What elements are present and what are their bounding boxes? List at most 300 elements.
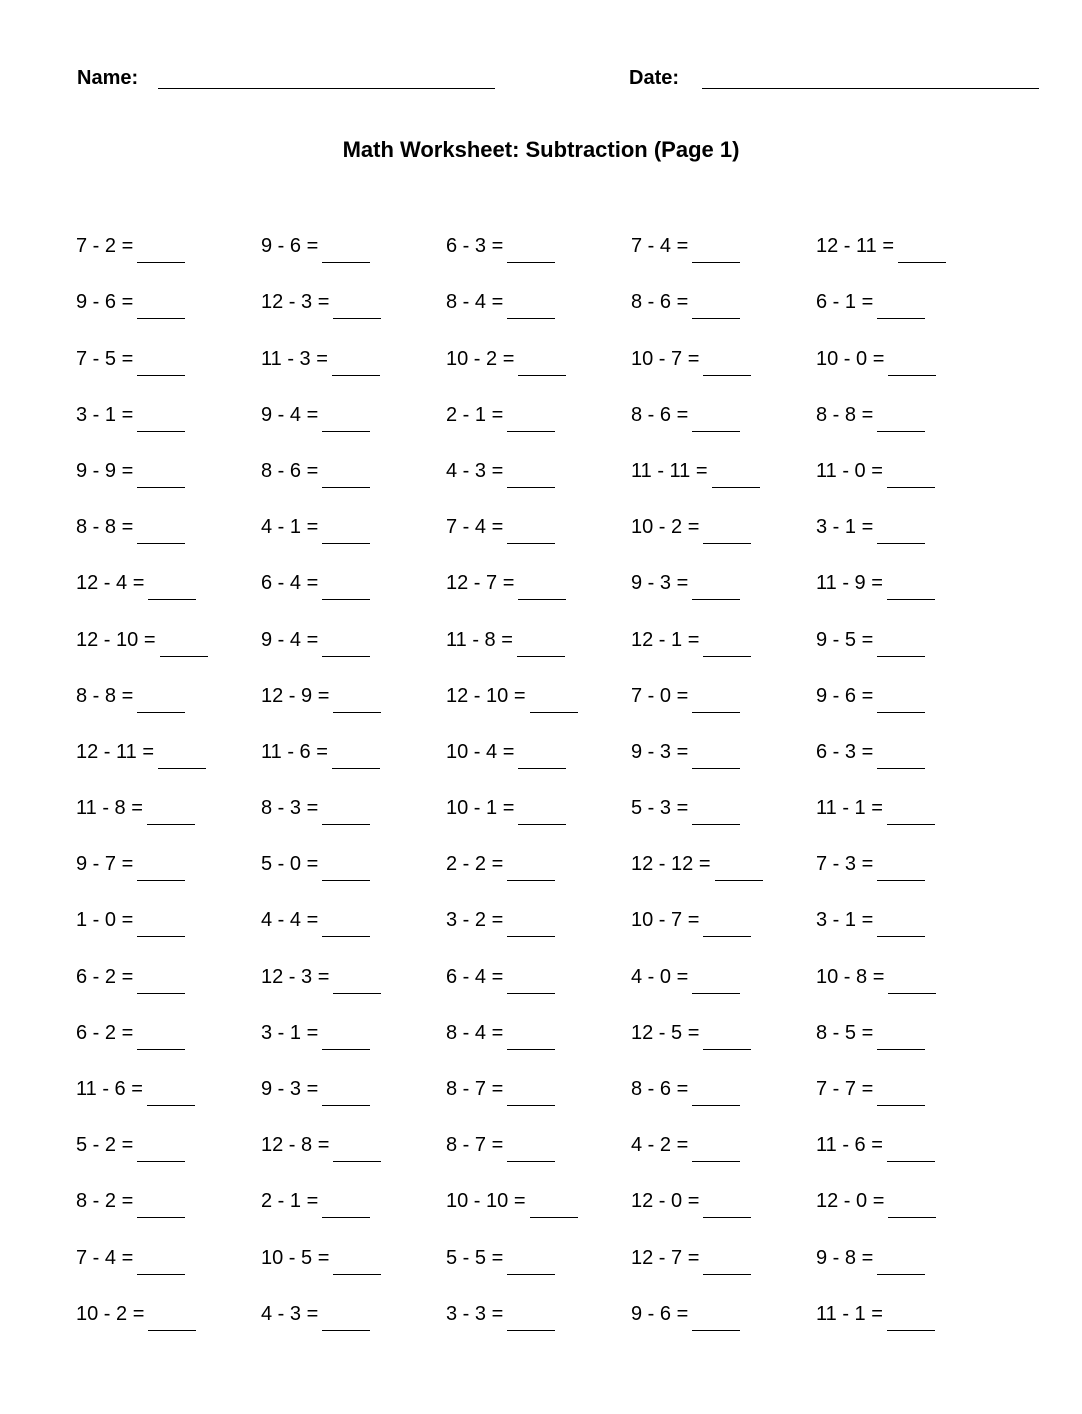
problem-grid xyxy=(76,207,1016,1325)
answer-blank[interactable] xyxy=(137,1250,185,1275)
problem-item xyxy=(261,994,446,1050)
problem-text: 12 - 1 = xyxy=(631,628,700,651)
problem-text: 12 - 3 = xyxy=(261,291,330,314)
problem-text: 10 - 2 = xyxy=(446,347,515,370)
problem-item xyxy=(261,376,446,432)
problem-text: 11 - 6 = xyxy=(816,1134,883,1157)
problem-text: 6 - 2 = xyxy=(76,965,134,988)
answer-blank[interactable] xyxy=(703,519,751,544)
problem-item xyxy=(261,488,446,544)
date-field[interactable] xyxy=(702,88,1039,89)
problem-item xyxy=(631,432,816,488)
problem-text: 3 - 1 = xyxy=(816,516,874,539)
problem-text: 4 - 1 = xyxy=(261,516,319,539)
answer-blank[interactable] xyxy=(507,294,555,319)
problem-text: 6 - 4 = xyxy=(446,965,504,988)
answer-blank[interactable] xyxy=(507,1025,555,1050)
problem-item xyxy=(76,263,261,319)
answer-blank[interactable] xyxy=(692,688,740,713)
problem-item xyxy=(631,600,816,656)
problem-item xyxy=(631,263,816,319)
problem-item xyxy=(261,1275,446,1331)
answer-blank[interactable] xyxy=(692,294,740,319)
problem-text: 9 - 4 = xyxy=(261,628,319,651)
problem-item xyxy=(816,376,1001,432)
problem-item xyxy=(261,263,446,319)
problem-item xyxy=(76,1218,261,1274)
problem-text: 11 - 1 = xyxy=(816,1302,883,1325)
answer-blank[interactable] xyxy=(877,912,925,937)
answer-blank[interactable] xyxy=(507,407,555,432)
answer-blank[interactable] xyxy=(692,800,740,825)
problem-item xyxy=(631,544,816,600)
problem-text: 9 - 5 = xyxy=(816,628,874,651)
problem-text: 9 - 4 = xyxy=(261,403,319,426)
answer-blank[interactable] xyxy=(507,463,555,488)
answer-blank[interactable] xyxy=(333,1137,381,1162)
problem-item xyxy=(631,1162,816,1218)
problem-text: 10 - 4 = xyxy=(446,740,515,763)
answer-blank[interactable] xyxy=(147,1081,195,1106)
problem-item xyxy=(816,319,1001,375)
problem-text: 12 - 3 = xyxy=(261,965,330,988)
problem-text: 11 - 8 = xyxy=(76,797,143,820)
problem-item xyxy=(446,937,631,993)
problem-text: 8 - 8 = xyxy=(76,516,134,539)
problem-item xyxy=(261,713,446,769)
header xyxy=(0,66,1082,92)
answer-blank[interactable] xyxy=(692,575,740,600)
problem-text: 12 - 0 = xyxy=(631,1190,700,1213)
problem-text: 5 - 5 = xyxy=(446,1246,504,1269)
problem-item xyxy=(261,207,446,263)
answer-blank[interactable] xyxy=(703,1193,751,1218)
problem-text: 12 - 4 = xyxy=(76,572,145,595)
problem-text: 11 - 6 = xyxy=(261,740,328,763)
answer-blank[interactable] xyxy=(148,1306,196,1331)
answer-blank[interactable] xyxy=(137,688,185,713)
answer-blank[interactable] xyxy=(322,407,370,432)
problem-text: 4 - 4 = xyxy=(261,909,319,932)
problem-item xyxy=(631,713,816,769)
problem-item xyxy=(816,1162,1001,1218)
problem-item xyxy=(76,881,261,937)
problem-item xyxy=(631,937,816,993)
problem-text: 10 - 1 = xyxy=(446,797,515,820)
answer-blank[interactable] xyxy=(322,519,370,544)
problem-text: 1 - 0 = xyxy=(76,909,134,932)
problem-text: 11 - 1 = xyxy=(816,797,883,820)
answer-blank[interactable] xyxy=(332,351,380,376)
problem-text: 2 - 2 = xyxy=(446,853,504,876)
problem-text: 7 - 4 = xyxy=(76,1246,134,1269)
answer-blank[interactable] xyxy=(322,463,370,488)
answer-blank[interactable] xyxy=(507,969,555,994)
problem-text: 2 - 1 = xyxy=(446,403,504,426)
problem-item xyxy=(816,263,1001,319)
problem-text: 8 - 8 = xyxy=(816,403,874,426)
problem-text: 10 - 2 = xyxy=(631,516,700,539)
problem-item xyxy=(816,488,1001,544)
problem-item xyxy=(261,1050,446,1106)
problem-text: 10 - 7 = xyxy=(631,347,700,370)
answer-blank[interactable] xyxy=(322,800,370,825)
answer-blank[interactable] xyxy=(715,856,763,881)
answer-blank[interactable] xyxy=(888,969,936,994)
problem-item xyxy=(76,1106,261,1162)
answer-blank[interactable] xyxy=(137,969,185,994)
problem-item xyxy=(446,1050,631,1106)
problem-text: 6 - 2 = xyxy=(76,1021,134,1044)
problem-item xyxy=(261,319,446,375)
problem-item xyxy=(816,1050,1001,1106)
problem-item xyxy=(261,432,446,488)
problem-text: 7 - 7 = xyxy=(816,1078,874,1100)
problem-item xyxy=(446,1218,631,1274)
answer-blank[interactable] xyxy=(877,856,925,881)
problem-item xyxy=(446,994,631,1050)
answer-blank[interactable] xyxy=(877,519,925,544)
problem-item xyxy=(816,1218,1001,1274)
problem-item xyxy=(76,1275,261,1331)
answer-blank[interactable] xyxy=(518,800,566,825)
problem-text: 11 - 6 = xyxy=(76,1078,143,1100)
problem-item xyxy=(76,1162,261,1218)
answer-blank[interactable] xyxy=(887,575,935,600)
problem-item xyxy=(261,1218,446,1274)
problem-text: 12 - 5 = xyxy=(631,1021,700,1044)
problem-text: 11 - 9 = xyxy=(816,572,883,595)
answer-blank[interactable] xyxy=(692,1137,740,1162)
answer-blank[interactable] xyxy=(703,912,751,937)
problem-item xyxy=(76,488,261,544)
problem-text: 9 - 6 = xyxy=(76,291,134,314)
answer-blank[interactable] xyxy=(877,1250,925,1275)
answer-blank[interactable] xyxy=(692,1306,740,1331)
answer-blank[interactable] xyxy=(137,519,185,544)
problem-text: 8 - 6 = xyxy=(631,1078,689,1100)
problem-item xyxy=(446,432,631,488)
answer-blank[interactable] xyxy=(877,407,925,432)
problem-item xyxy=(261,881,446,937)
problem-text: 10 - 8 = xyxy=(816,965,885,988)
answer-blank[interactable] xyxy=(703,351,751,376)
name-label: Name: xyxy=(77,67,139,89)
problem-text: 8 - 2 = xyxy=(76,1190,134,1213)
problem-item xyxy=(816,769,1001,825)
problem-item xyxy=(816,207,1001,263)
problem-item xyxy=(261,657,446,713)
problem-text: 10 - 5 = xyxy=(261,1246,330,1269)
problem-item xyxy=(446,544,631,600)
problem-item xyxy=(446,207,631,263)
problem-item xyxy=(816,657,1001,713)
problem-text: 4 - 3 = xyxy=(261,1302,319,1325)
answer-blank[interactable] xyxy=(147,800,195,825)
problem-text: 5 - 2 = xyxy=(76,1134,134,1157)
problem-item xyxy=(631,1050,816,1106)
answer-blank[interactable] xyxy=(137,912,185,937)
problem-item xyxy=(631,376,816,432)
problem-item xyxy=(76,657,261,713)
problem-item xyxy=(816,544,1001,600)
problem-text: 8 - 3 = xyxy=(261,797,319,820)
answer-blank[interactable] xyxy=(887,1137,935,1162)
problem-text: 7 - 5 = xyxy=(76,347,134,370)
problem-text: 5 - 0 = xyxy=(261,853,319,876)
problem-item xyxy=(816,937,1001,993)
problem-item xyxy=(631,657,816,713)
problem-item xyxy=(261,937,446,993)
answer-blank[interactable] xyxy=(507,1081,555,1106)
answer-blank[interactable] xyxy=(507,1137,555,1162)
answer-blank[interactable] xyxy=(692,407,740,432)
problem-item xyxy=(76,432,261,488)
answer-blank[interactable] xyxy=(158,744,206,769)
problem-text: 12 - 9 = xyxy=(261,684,330,707)
problem-text: 8 - 4 = xyxy=(446,1021,504,1044)
answer-blank[interactable] xyxy=(137,407,185,432)
problem-text: 8 - 5 = xyxy=(816,1021,874,1044)
answer-blank[interactable] xyxy=(507,1250,555,1275)
answer-blank[interactable] xyxy=(137,1137,185,1162)
problem-item xyxy=(816,825,1001,881)
answer-blank[interactable] xyxy=(507,912,555,937)
problem-item xyxy=(261,544,446,600)
answer-blank[interactable] xyxy=(692,1081,740,1106)
problem-item xyxy=(631,1275,816,1331)
problem-text: 9 - 6 = xyxy=(631,1302,689,1325)
answer-blank[interactable] xyxy=(322,1193,370,1218)
problem-item xyxy=(816,1275,1001,1331)
problem-item xyxy=(446,600,631,656)
problem-item xyxy=(76,713,261,769)
problem-item xyxy=(816,881,1001,937)
problem-item xyxy=(631,825,816,881)
answer-blank[interactable] xyxy=(703,1025,751,1050)
answer-blank[interactable] xyxy=(322,912,370,937)
problem-text: 9 - 8 = xyxy=(816,1246,874,1269)
answer-blank[interactable] xyxy=(877,688,925,713)
problem-item xyxy=(816,713,1001,769)
problem-item xyxy=(261,1162,446,1218)
answer-blank[interactable] xyxy=(877,294,925,319)
problem-item xyxy=(76,825,261,881)
problem-text: 8 - 4 = xyxy=(446,291,504,314)
answer-blank[interactable] xyxy=(137,856,185,881)
answer-blank[interactable] xyxy=(888,351,936,376)
answer-blank[interactable] xyxy=(507,1306,555,1331)
answer-blank[interactable] xyxy=(530,688,578,713)
answer-blank[interactable] xyxy=(887,800,935,825)
problem-text: 8 - 6 = xyxy=(631,291,689,314)
answer-blank[interactable] xyxy=(137,351,185,376)
worksheet-title: Math Worksheet: Subtraction (Page 1) xyxy=(342,137,740,162)
answer-blank[interactable] xyxy=(703,1250,751,1275)
problem-item xyxy=(446,1275,631,1331)
problem-text: 9 - 9 = xyxy=(76,459,134,482)
problem-text: 12 - 12 = xyxy=(631,853,711,876)
answer-blank[interactable] xyxy=(507,519,555,544)
problem-item xyxy=(76,207,261,263)
problem-item xyxy=(76,937,261,993)
problem-text: 10 - 0 = xyxy=(816,347,885,370)
problem-text: 12 - 10 = xyxy=(76,628,156,651)
problem-text: 6 - 3 = xyxy=(446,235,504,258)
problem-text: 12 - 0 = xyxy=(816,1190,885,1213)
answer-blank[interactable] xyxy=(530,1193,578,1218)
answer-blank[interactable] xyxy=(877,1025,925,1050)
answer-blank[interactable] xyxy=(887,1306,935,1331)
problem-text: 9 - 6 = xyxy=(816,684,874,707)
problem-item xyxy=(446,263,631,319)
problem-text: 3 - 1 = xyxy=(261,1021,319,1044)
problem-text: 9 - 6 = xyxy=(261,235,319,258)
problem-text: 11 - 3 = xyxy=(261,347,328,370)
problem-text: 9 - 3 = xyxy=(631,572,689,595)
problem-text: 3 - 1 = xyxy=(816,909,874,932)
problem-text: 8 - 6 = xyxy=(261,459,319,482)
answer-blank[interactable] xyxy=(322,238,370,263)
problem-text: 7 - 3 = xyxy=(816,853,874,876)
problem-item xyxy=(76,376,261,432)
problem-item xyxy=(76,544,261,600)
answer-blank[interactable] xyxy=(518,744,566,769)
problem-text: 2 - 1 = xyxy=(261,1190,319,1213)
answer-blank[interactable] xyxy=(137,294,185,319)
answer-blank[interactable] xyxy=(137,463,185,488)
problem-text: 7 - 0 = xyxy=(631,684,689,707)
name-field[interactable] xyxy=(158,88,495,89)
problem-text: 8 - 8 = xyxy=(76,684,134,707)
problem-item xyxy=(446,825,631,881)
answer-blank[interactable] xyxy=(517,632,565,657)
problem-item xyxy=(446,769,631,825)
problem-text: 12 - 10 = xyxy=(446,684,526,707)
problem-text: 4 - 2 = xyxy=(631,1134,689,1157)
answer-blank[interactable] xyxy=(877,744,925,769)
problem-text: 8 - 7 = xyxy=(446,1078,504,1100)
answer-blank[interactable] xyxy=(898,238,946,263)
problem-text: 4 - 3 = xyxy=(446,459,504,482)
answer-blank[interactable] xyxy=(137,1025,185,1050)
problem-item xyxy=(446,376,631,432)
problem-text: 12 - 7 = xyxy=(631,1246,700,1269)
problem-text: 11 - 8 = xyxy=(446,628,513,651)
answer-blank[interactable] xyxy=(692,238,740,263)
problem-text: 8 - 7 = xyxy=(446,1134,504,1157)
problem-item xyxy=(816,1106,1001,1162)
answer-blank[interactable] xyxy=(322,632,370,657)
problem-text: 10 - 7 = xyxy=(631,909,700,932)
problem-item xyxy=(446,657,631,713)
problem-text: 11 - 0 = xyxy=(816,459,883,482)
problem-text: 7 - 4 = xyxy=(446,516,504,539)
answer-blank[interactable] xyxy=(332,744,380,769)
problem-item xyxy=(631,994,816,1050)
answer-blank[interactable] xyxy=(888,1193,936,1218)
problem-text: 3 - 3 = xyxy=(446,1302,504,1325)
problem-item xyxy=(816,432,1001,488)
answer-blank[interactable] xyxy=(692,969,740,994)
problem-text: 5 - 3 = xyxy=(631,797,689,820)
problem-text: 12 - 7 = xyxy=(446,572,515,595)
answer-blank[interactable] xyxy=(333,294,381,319)
answer-blank[interactable] xyxy=(148,575,196,600)
answer-blank[interactable] xyxy=(507,238,555,263)
problem-text: 10 - 2 = xyxy=(76,1302,145,1325)
problem-item xyxy=(446,881,631,937)
problem-item xyxy=(76,994,261,1050)
answer-blank[interactable] xyxy=(703,632,751,657)
problem-item xyxy=(76,1050,261,1106)
answer-blank[interactable] xyxy=(322,575,370,600)
problem-item xyxy=(446,713,631,769)
answer-blank[interactable] xyxy=(322,1306,370,1331)
problem-text: 8 - 6 = xyxy=(631,403,689,426)
problem-item xyxy=(261,600,446,656)
problem-item xyxy=(631,769,816,825)
problem-text: 12 - 11 = xyxy=(76,740,155,763)
problem-text: 9 - 3 = xyxy=(261,1078,319,1100)
answer-blank[interactable] xyxy=(887,463,935,488)
problem-text: 12 - 11 = xyxy=(816,235,895,258)
problem-item xyxy=(446,319,631,375)
answer-blank[interactable] xyxy=(692,744,740,769)
answer-blank[interactable] xyxy=(712,463,760,488)
answer-blank[interactable] xyxy=(333,969,381,994)
answer-blank[interactable] xyxy=(137,238,185,263)
problem-text: 7 - 4 = xyxy=(631,235,689,258)
problem-item xyxy=(631,207,816,263)
problem-item xyxy=(76,769,261,825)
problem-item xyxy=(261,825,446,881)
answer-blank[interactable] xyxy=(322,1025,370,1050)
answer-blank[interactable] xyxy=(518,575,566,600)
problem-item xyxy=(261,1106,446,1162)
problem-text: 6 - 4 = xyxy=(261,572,319,595)
answer-blank[interactable] xyxy=(507,856,555,881)
answer-blank[interactable] xyxy=(333,688,381,713)
date-label: Date: xyxy=(629,67,680,89)
problem-item xyxy=(446,488,631,544)
problem-item xyxy=(631,319,816,375)
problem-text: 6 - 3 = xyxy=(816,740,874,763)
answer-blank[interactable] xyxy=(160,632,208,657)
problem-item xyxy=(76,600,261,656)
answer-blank[interactable] xyxy=(322,856,370,881)
problem-text: 9 - 3 = xyxy=(631,740,689,763)
problem-text: 12 - 8 = xyxy=(261,1134,330,1157)
problem-item xyxy=(446,1106,631,1162)
answer-blank[interactable] xyxy=(322,1081,370,1106)
problem-text: 7 - 2 = xyxy=(76,235,134,258)
answer-blank[interactable] xyxy=(333,1250,381,1275)
answer-blank[interactable] xyxy=(877,1081,925,1106)
problem-item xyxy=(261,769,446,825)
answer-blank[interactable] xyxy=(877,632,925,657)
problem-item xyxy=(631,488,816,544)
problem-item xyxy=(816,600,1001,656)
problem-text: 4 - 0 = xyxy=(631,965,689,988)
problem-text: 11 - 11 = xyxy=(631,459,708,482)
problem-item xyxy=(816,994,1001,1050)
problem-text: 10 - 10 = xyxy=(446,1190,526,1213)
problem-text: 3 - 1 = xyxy=(76,403,134,426)
answer-blank[interactable] xyxy=(518,351,566,376)
problem-item xyxy=(631,1218,816,1274)
answer-blank[interactable] xyxy=(137,1193,185,1218)
